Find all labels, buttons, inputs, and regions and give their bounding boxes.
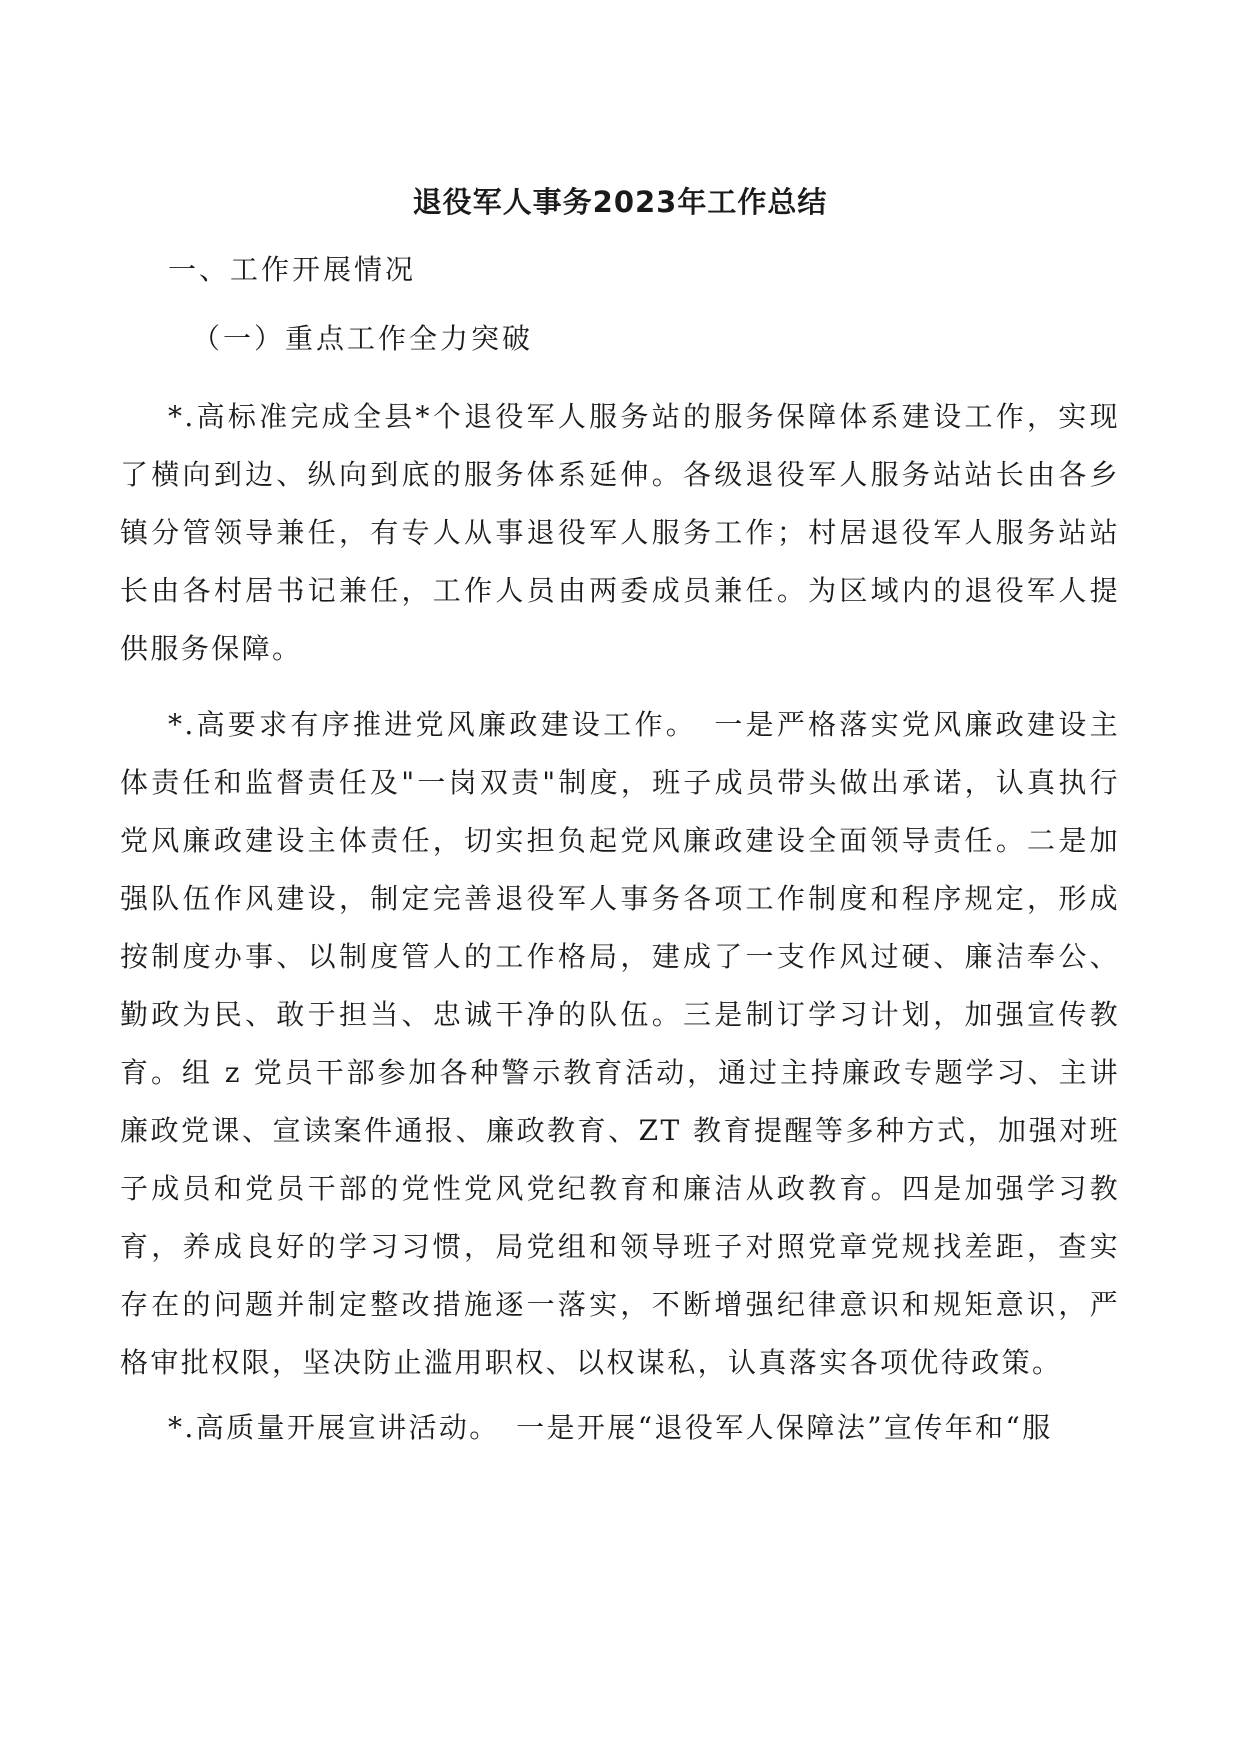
subsection-heading: （一）重点工作全力突破 [192,322,534,355]
body-paragraph: *.高质量开展宣讲活动。 一是开展“退役军人保障法”宣传年和“服 [168,1411,1053,1444]
document-title: 退役军人事务2023年工作总结 [412,185,828,219]
body-paragraph: *.高标准完成全县*个退役军人服务站的服务保障体系建设工作，实现了横向到边、纵向到底的服务体系延伸。各级退役军人服务站站长由各乡镇分管领导兼任，有专人从事退役军人服务工作；村居退役军人服务站站长由各村居书记兼任，工作人员由两委成员兼任。为区域内的退役军人提供服务保障。 [120,400,1120,665]
section-heading: 一、工作开展情况 [168,253,417,286]
body-paragraph: *.高要求有序推进党风廉政建设工作。 一是严格落实党风廉政建设主体责任和监督责任及"一岗双责"制度，班子成员带头做出承诺，认真执行党风廉政建设主体责任，切实担负起党风廉政建设全面领导责任。二是加强队伍作风建设，制定完善退役军人事务各项工作制度和程序规定，形成按制度办事、以制度管人的工作格局，建成了一支作风过硬、廉洁奉公、勤政为民、敢于担当、忠诚干净的队伍。三是制订学习计划，加强宣传教育。组 z 党员干部参加各种警示教育活动，通过主持廉政专题学习、主讲廉政党课、宣读案件通报、廉政教育、ZT 教育提醒等多种方式，加强对班子成员和党员干部的党性党风党纪教育和廉洁从政教育。四是加强学习教育，养成良好的学习习惯，局党组和领导班子对照党章党规找差距，查实存在的问题并制定整改措施逐一落实，不断增强纪律意识和规矩意识，严格审批权限，坚决防止滥用职权、以权谋私，认真落实各项优待政策。 [120,708,1120,1379]
